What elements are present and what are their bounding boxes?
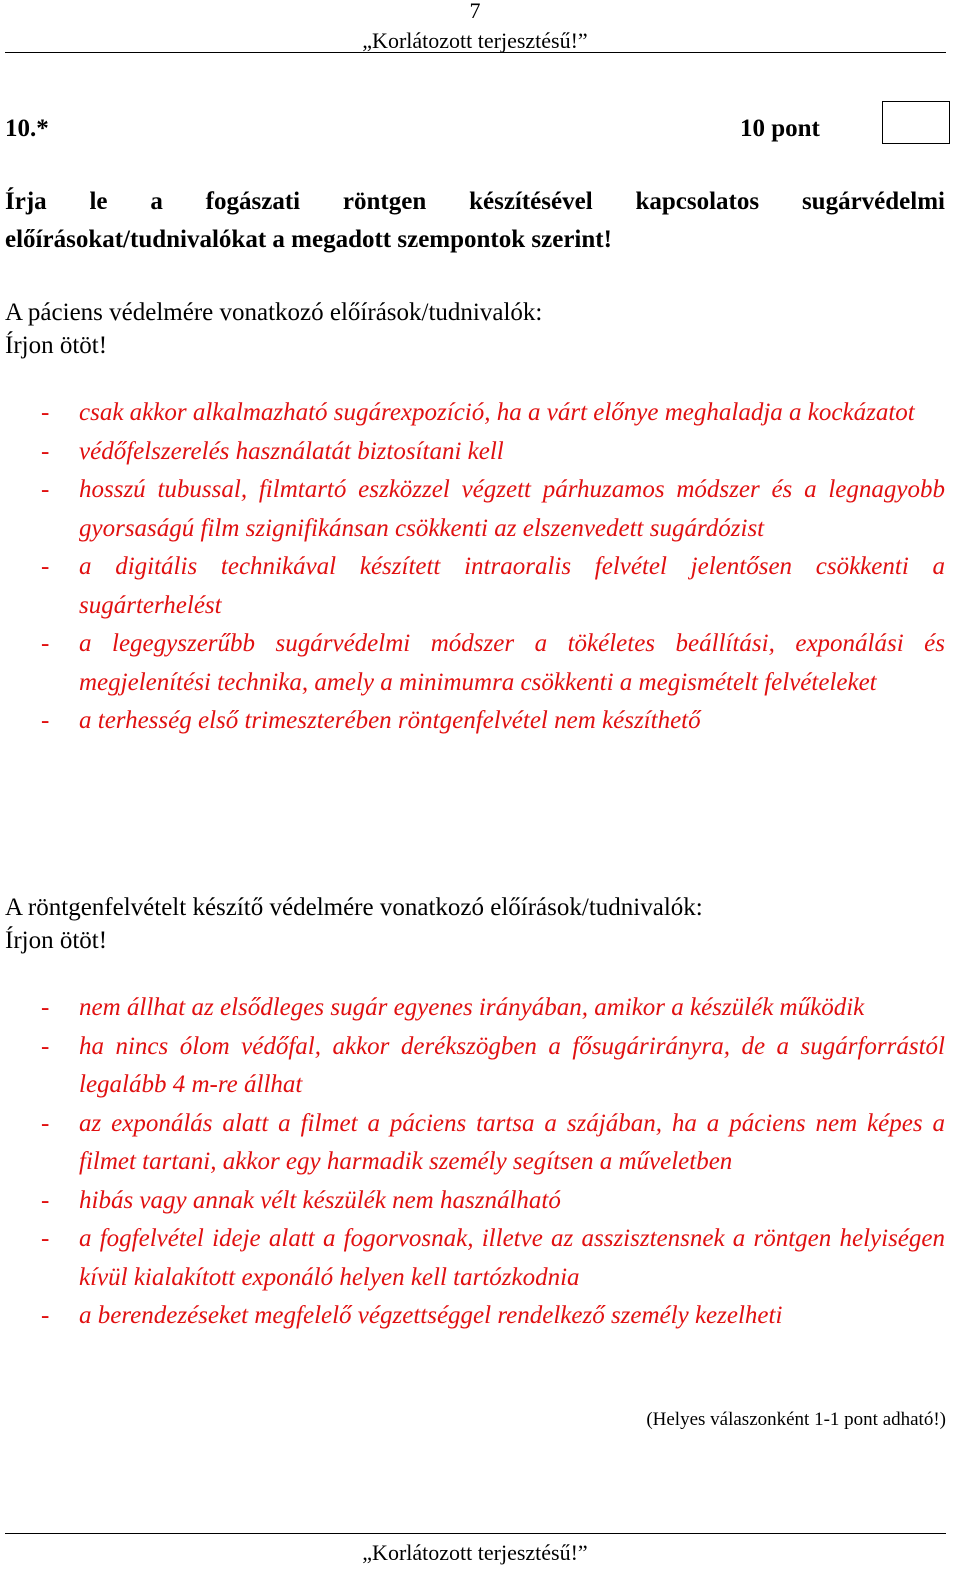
answer-text: a berendezéseket megfelelő végzettséggel rendelkező személy kezelheti bbox=[79, 1302, 783, 1329]
answer-item bbox=[5, 1220, 945, 1297]
section1-instruction: Írjon ötöt! bbox=[5, 332, 108, 359]
header-rule bbox=[5, 52, 946, 53]
section2-answer-list bbox=[5, 989, 945, 1336]
section1-answer-list bbox=[5, 394, 945, 741]
answer-text: nem állhat az elsődleges sugár egyenes irányában, amikor a készülék működik bbox=[79, 994, 865, 1021]
answer-item bbox=[5, 989, 945, 1028]
answer-item bbox=[5, 394, 945, 433]
section2-title: A röntgenfelvételt készítő védelmére vonatkozó előírások/tudnivalók: bbox=[5, 894, 703, 921]
answer-text: az exponálás alatt a filmet a páciens tartsa a szájában, ha a páciens nem képes a filmet tartani, akkor egy harmadik személy segítsen a műveletben bbox=[79, 1109, 945, 1175]
answer-item bbox=[5, 1028, 945, 1105]
answer-text: hosszú tubussal, filmtartó eszközzel végzett párhuzamos módszer és a legnagyobb gyorsaságú film szignifikánsan csökkenti az elszenvedett sugárdózist bbox=[79, 476, 945, 542]
list-dash: - bbox=[41, 1225, 50, 1252]
answer-item bbox=[5, 625, 945, 702]
list-dash: - bbox=[41, 1032, 50, 1060]
answer-text: a legegyszerűbb sugárvédelmi módszer a tökéletes beállítási, exponálási és megjelenítési technika, amely a minimumra csökkenti a megismételt felvételeket bbox=[79, 630, 945, 696]
scoring-note: (Helyes válaszonként 1-1 pont adható!) bbox=[646, 1409, 946, 1430]
footer-rule bbox=[5, 1533, 946, 1534]
list-dash: - bbox=[41, 707, 50, 734]
list-dash: - bbox=[41, 994, 50, 1021]
list-dash: - bbox=[41, 1302, 50, 1329]
answer-text: védőfelszerelés használatát biztosítani kell bbox=[79, 437, 504, 465]
answer-item bbox=[5, 1182, 945, 1221]
task-text: Írja le a fogászati röntgen készítésével kapcsolatos sugárvédelmi előírásokat/tudnivalókat a megadott szempontok szerint! bbox=[5, 188, 945, 253]
question-number: 10.* bbox=[5, 115, 49, 142]
section1-title: A páciens védelmére vonatkozó előírások/tudnivalók: bbox=[5, 299, 543, 326]
section2-instruction: Írjon ötöt! bbox=[5, 927, 108, 954]
footer-restriction: „Korlátozott terjesztésű!” bbox=[362, 1540, 588, 1565]
question-points: 10 pont bbox=[740, 115, 820, 142]
score-box bbox=[882, 101, 950, 144]
list-dash: - bbox=[41, 630, 50, 657]
answer-text: a fogfelvétel ideje alatt a fogorvosnak, illetve az asszisztensnek a röntgen helyiségen kívül kialakított exponáló helyen kell tartózkodnia bbox=[79, 1225, 945, 1291]
list-dash: - bbox=[41, 399, 50, 426]
answer-text: csak akkor alkalmazható sugárexpozíció, ha a várt előnye meghaladja a kockázatot bbox=[79, 399, 915, 426]
page-number: 7 bbox=[469, 0, 481, 23]
answer-text: hibás vagy annak vélt készülék nem használható bbox=[79, 1186, 561, 1214]
list-dash: - bbox=[41, 1186, 50, 1214]
answer-item bbox=[5, 433, 945, 472]
answer-item bbox=[5, 1105, 945, 1182]
answer-item bbox=[5, 702, 945, 741]
answer-item bbox=[5, 548, 945, 625]
answer-text: a terhesség első trimeszterében röntgenfelvétel nem készíthető bbox=[79, 707, 701, 734]
list-dash: - bbox=[41, 437, 50, 465]
answer-item bbox=[5, 1297, 945, 1336]
answer-text: ha nincs ólom védőfal, akkor derékszögben a fősugárirányra, de a sugárforrástól legalább 4 m-re állhat bbox=[79, 1032, 945, 1098]
answer-item bbox=[5, 471, 945, 548]
list-dash: - bbox=[41, 476, 50, 503]
answer-text: a digitális technikával készített intraoralis felvétel jelentősen csökkenti a sugárterhelést bbox=[79, 553, 945, 619]
header-restriction: „Korlátozott terjesztésű!” bbox=[362, 28, 588, 53]
list-dash: - bbox=[41, 1109, 50, 1137]
list-dash: - bbox=[41, 553, 50, 580]
